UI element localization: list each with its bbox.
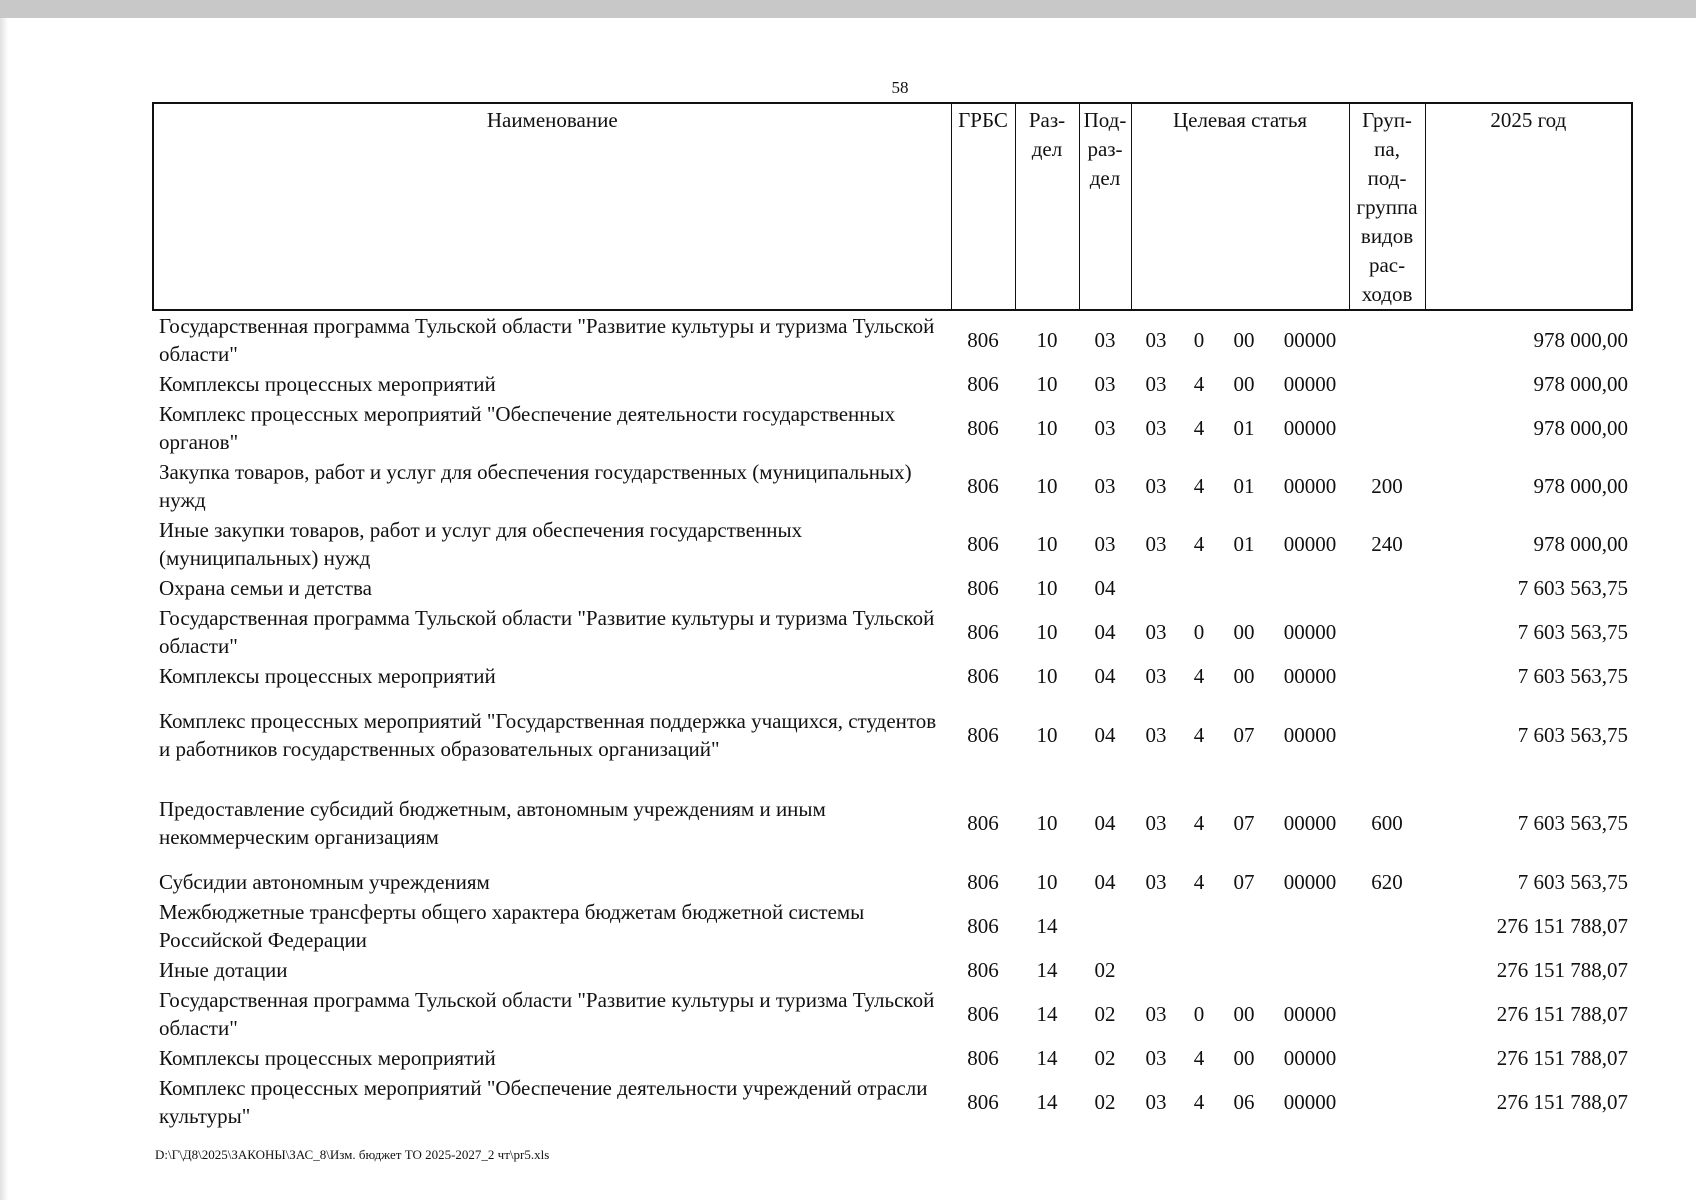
cell-podrazdel: 02 xyxy=(1094,958,1116,982)
cell-target-complex: 06 xyxy=(1233,1090,1255,1114)
cell-grbs: 806 xyxy=(967,474,999,498)
table-row xyxy=(153,779,1632,867)
file-path-footer: D:\Г\Д8\2025\ЗАКОНЫ\ЗАС_8\Изм. бюджет ТО 2025-2027_2 чт\pr5.xls xyxy=(155,1147,550,1162)
cell-amount: 276 151 788,07 xyxy=(1496,958,1629,982)
header-podrazdel: Под- раз- дел xyxy=(1079,103,1131,310)
cell-grbs: 806 xyxy=(967,1002,999,1026)
cell-amount: 7 603 563,75 xyxy=(1517,620,1629,644)
cell-expense-group xyxy=(1349,691,1425,779)
cell-target-program: 03 xyxy=(1145,1002,1167,1026)
cell-razdel: 10 xyxy=(1036,328,1058,352)
table-row xyxy=(153,1043,1632,1073)
cell-amount: 7 603 563,75 xyxy=(1517,664,1629,688)
cell-podrazdel: 03 xyxy=(1094,532,1116,556)
cell-expense-group xyxy=(1349,573,1425,603)
cell-podrazdel: 03 xyxy=(1094,372,1116,396)
cell-razdel: 10 xyxy=(1036,372,1058,396)
cell-target-type: 0 xyxy=(1193,1002,1205,1026)
cell-target-program: 03 xyxy=(1145,372,1167,396)
cell-target-complex: 01 xyxy=(1233,474,1255,498)
cell-expense-group xyxy=(1349,369,1425,399)
table-row xyxy=(153,457,1632,515)
cell-target-type: 0 xyxy=(1193,620,1205,644)
table-row xyxy=(153,1073,1632,1131)
scan-top-edge xyxy=(0,0,1696,18)
cell-target-type: 4 xyxy=(1193,416,1205,440)
cell-podrazdel: 02 xyxy=(1094,1002,1116,1026)
cell-podrazdel xyxy=(1079,897,1131,955)
cell-grbs: 806 xyxy=(967,958,999,982)
cell-target-type xyxy=(1181,573,1217,603)
table-row xyxy=(153,661,1632,691)
cell-target-direction: 00000 xyxy=(1283,1002,1337,1026)
cell-target-complex: 07 xyxy=(1233,723,1255,747)
cell-target-program: 03 xyxy=(1145,532,1167,556)
cell-expense-group xyxy=(1349,310,1425,369)
cell-target-complex: 07 xyxy=(1233,870,1255,894)
cell-amount: 276 151 788,07 xyxy=(1496,1046,1629,1070)
cell-target-direction: 00000 xyxy=(1283,328,1337,352)
cell-target-direction: 00000 xyxy=(1283,416,1337,440)
cell-expense-group xyxy=(1349,955,1425,985)
cell-grbs: 806 xyxy=(967,870,999,894)
cell-target-program: 03 xyxy=(1145,1090,1167,1114)
cell-name: Государственная программа Тульской области "Развитие культуры и туризма Тульской области" xyxy=(159,314,935,366)
cell-expense-group: 200 xyxy=(1371,474,1403,498)
table-row xyxy=(153,603,1632,661)
cell-target-direction: 00000 xyxy=(1283,1046,1337,1070)
cell-target-direction xyxy=(1271,955,1349,985)
page-number: 58 xyxy=(891,78,909,97)
cell-amount: 276 151 788,07 xyxy=(1496,1090,1629,1114)
cell-target-program xyxy=(1131,955,1181,985)
cell-grbs: 806 xyxy=(967,416,999,440)
cell-razdel: 10 xyxy=(1036,532,1058,556)
cell-target-complex: 07 xyxy=(1233,811,1255,835)
cell-target-program: 03 xyxy=(1145,620,1167,644)
cell-target-direction: 00000 xyxy=(1283,723,1337,747)
cell-target-program: 03 xyxy=(1145,1046,1167,1070)
cell-target-complex: 00 xyxy=(1233,328,1255,352)
cell-amount: 978 000,00 xyxy=(1533,372,1629,396)
cell-amount: 276 151 788,07 xyxy=(1496,914,1629,938)
cell-target-complex: 00 xyxy=(1233,664,1255,688)
cell-name: Межбюджетные трансферты общего характера бюджетам бюджетной системы Российской Федерации xyxy=(159,900,865,952)
cell-razdel: 10 xyxy=(1036,576,1058,600)
table-row xyxy=(153,897,1632,955)
cell-target-complex: 00 xyxy=(1233,1002,1255,1026)
header-razdel: Раз- дел xyxy=(1015,103,1079,310)
cell-target-complex: 01 xyxy=(1233,416,1255,440)
cell-target-type xyxy=(1181,897,1217,955)
cell-grbs: 806 xyxy=(967,664,999,688)
cell-amount: 978 000,00 xyxy=(1533,474,1629,498)
header-grbs: ГРБС xyxy=(951,103,1015,310)
cell-grbs: 806 xyxy=(967,811,999,835)
cell-target-type: 4 xyxy=(1193,870,1205,894)
table-row xyxy=(153,573,1632,603)
cell-target-type: 4 xyxy=(1193,532,1205,556)
cell-podrazdel: 03 xyxy=(1094,474,1116,498)
table-row xyxy=(153,691,1632,779)
cell-name: Охрана семьи и детства xyxy=(159,576,372,600)
cell-target-direction: 00000 xyxy=(1283,664,1337,688)
table-row xyxy=(153,369,1632,399)
cell-expense-group xyxy=(1349,661,1425,691)
cell-razdel: 14 xyxy=(1036,1090,1058,1114)
cell-target-complex: 00 xyxy=(1233,372,1255,396)
table-row xyxy=(153,399,1632,457)
header-target: Целевая статья xyxy=(1131,103,1349,310)
cell-podrazdel: 03 xyxy=(1094,416,1116,440)
cell-amount: 276 151 788,07 xyxy=(1496,1002,1629,1026)
table-row xyxy=(153,955,1632,985)
cell-name: Государственная программа Тульской области "Развитие культуры и туризма Тульской области" xyxy=(159,988,935,1040)
cell-amount: 978 000,00 xyxy=(1533,416,1629,440)
cell-name: Субсидии автономным учреждениям xyxy=(159,870,490,894)
cell-target-type: 4 xyxy=(1193,664,1205,688)
cell-razdel: 10 xyxy=(1036,664,1058,688)
cell-name: Комплексы процессных мероприятий xyxy=(159,1046,496,1070)
cell-amount: 978 000,00 xyxy=(1533,328,1629,352)
table-header-row xyxy=(153,103,1632,310)
cell-podrazdel: 04 xyxy=(1094,664,1116,688)
cell-target-type: 4 xyxy=(1193,723,1205,747)
cell-amount: 7 603 563,75 xyxy=(1517,811,1629,835)
cell-podrazdel: 03 xyxy=(1094,328,1116,352)
cell-name: Комплексы процессных мероприятий xyxy=(159,664,496,688)
cell-target-complex xyxy=(1217,955,1271,985)
cell-grbs: 806 xyxy=(967,576,999,600)
cell-razdel: 10 xyxy=(1036,620,1058,644)
cell-target-program: 03 xyxy=(1145,664,1167,688)
cell-target-program: 03 xyxy=(1145,870,1167,894)
table-row xyxy=(153,310,1632,369)
header-name: Наименование xyxy=(153,103,951,310)
cell-expense-group: 240 xyxy=(1371,532,1403,556)
cell-name: Комплекс процессных мероприятий "Государственная поддержка учащихся, студентов и работников государственных образовательных организаций" xyxy=(159,709,937,761)
cell-amount: 7 603 563,75 xyxy=(1517,870,1629,894)
cell-target-direction: 00000 xyxy=(1283,870,1337,894)
cell-target-direction: 00000 xyxy=(1283,1090,1337,1114)
cell-razdel: 14 xyxy=(1036,1002,1058,1026)
header-group: Груп- па, под- группа видов рас- ходов xyxy=(1349,103,1425,310)
cell-amount: 978 000,00 xyxy=(1533,532,1629,556)
cell-grbs: 806 xyxy=(967,723,999,747)
cell-target-direction: 00000 xyxy=(1283,811,1337,835)
cell-expense-group xyxy=(1349,399,1425,457)
cell-podrazdel: 04 xyxy=(1094,620,1116,644)
cell-podrazdel: 02 xyxy=(1094,1046,1116,1070)
cell-target-program: 03 xyxy=(1145,416,1167,440)
cell-expense-group xyxy=(1349,603,1425,661)
cell-name: Комплекс процессных мероприятий "Обеспечение деятельности государственных органов" xyxy=(159,402,896,454)
cell-target-type: 4 xyxy=(1193,811,1205,835)
cell-target-type: 4 xyxy=(1193,1046,1205,1070)
cell-target-complex: 00 xyxy=(1233,1046,1255,1070)
cell-name: Иные закупки товаров, работ и услуг для обеспечения государственных (муниципальных) нужд xyxy=(159,518,803,570)
cell-name: Иные дотации xyxy=(159,958,288,982)
cell-target-type: 4 xyxy=(1193,474,1205,498)
table-row xyxy=(153,515,1632,573)
cell-podrazdel: 02 xyxy=(1094,1090,1116,1114)
cell-expense-group xyxy=(1349,1073,1425,1131)
cell-name: Закупка товаров, работ и услуг для обеспечения государственных (муниципальных) нужд xyxy=(159,460,912,512)
cell-podrazdel: 04 xyxy=(1094,870,1116,894)
table-body xyxy=(153,310,1632,1131)
cell-grbs: 806 xyxy=(967,372,999,396)
cell-grbs: 806 xyxy=(967,1090,999,1114)
cell-target-direction xyxy=(1271,573,1349,603)
cell-podrazdel: 04 xyxy=(1094,811,1116,835)
cell-target-program xyxy=(1131,573,1181,603)
cell-target-program: 03 xyxy=(1145,328,1167,352)
cell-razdel: 10 xyxy=(1036,416,1058,440)
cell-amount: 7 603 563,75 xyxy=(1517,576,1629,600)
cell-expense-group xyxy=(1349,985,1425,1043)
cell-target-type: 4 xyxy=(1193,1090,1205,1114)
cell-target-direction: 00000 xyxy=(1283,532,1337,556)
cell-podrazdel: 04 xyxy=(1094,723,1116,747)
cell-razdel: 10 xyxy=(1036,723,1058,747)
cell-target-direction: 00000 xyxy=(1283,620,1337,644)
cell-target-direction: 00000 xyxy=(1283,474,1337,498)
budget-table xyxy=(152,102,1633,1131)
cell-target-complex xyxy=(1217,573,1271,603)
cell-target-complex: 00 xyxy=(1233,620,1255,644)
cell-razdel: 10 xyxy=(1036,811,1058,835)
cell-name: Предоставление субсидий бюджетным, автономным учреждениям и иным некоммерческим организациям xyxy=(159,797,826,849)
cell-razdel: 10 xyxy=(1036,870,1058,894)
cell-razdel: 14 xyxy=(1036,1046,1058,1070)
cell-name: Государственная программа Тульской области "Развитие культуры и туризма Тульской области" xyxy=(159,606,935,658)
cell-name: Комплекс процессных мероприятий "Обеспечение деятельности учреждений отрасли культуры" xyxy=(159,1076,928,1128)
cell-expense-group: 600 xyxy=(1371,811,1403,835)
cell-razdel: 14 xyxy=(1036,958,1058,982)
cell-name: Комплексы процессных мероприятий xyxy=(159,372,496,396)
cell-target-complex xyxy=(1217,897,1271,955)
cell-target-complex: 01 xyxy=(1233,532,1255,556)
cell-target-type: 4 xyxy=(1193,372,1205,396)
cell-razdel: 10 xyxy=(1036,474,1058,498)
cell-target-direction xyxy=(1271,897,1349,955)
cell-target-program: 03 xyxy=(1145,811,1167,835)
cell-grbs: 806 xyxy=(967,914,999,938)
cell-target-direction: 00000 xyxy=(1283,372,1337,396)
table-row xyxy=(153,985,1632,1043)
cell-expense-group xyxy=(1349,1043,1425,1073)
cell-expense-group: 620 xyxy=(1371,870,1403,894)
cell-target-program: 03 xyxy=(1145,723,1167,747)
header-year: 2025 год xyxy=(1425,103,1632,310)
cell-target-type xyxy=(1181,955,1217,985)
cell-grbs: 806 xyxy=(967,532,999,556)
table-row xyxy=(153,867,1632,897)
cell-grbs: 806 xyxy=(967,620,999,644)
cell-razdel: 14 xyxy=(1036,914,1058,938)
cell-grbs: 806 xyxy=(967,328,999,352)
cell-target-program xyxy=(1131,897,1181,955)
cell-expense-group xyxy=(1349,897,1425,955)
cell-amount: 7 603 563,75 xyxy=(1517,723,1629,747)
cell-grbs: 806 xyxy=(967,1046,999,1070)
scan-left-edge xyxy=(0,18,8,1200)
cell-target-type: 0 xyxy=(1193,328,1205,352)
cell-target-program: 03 xyxy=(1145,474,1167,498)
cell-podrazdel: 04 xyxy=(1094,576,1116,600)
